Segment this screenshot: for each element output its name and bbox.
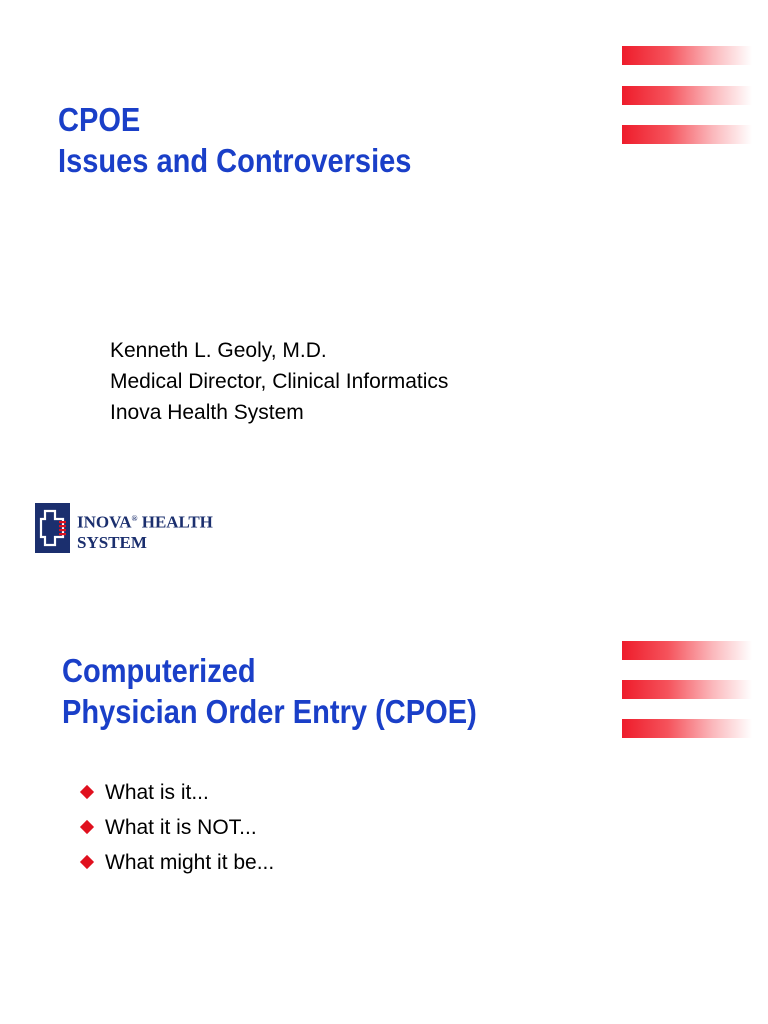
list-item [80,778,274,813]
slide-2 [0,512,768,1024]
logo-line-1: INOVA® HEALTH [77,512,213,532]
list-item [80,813,274,848]
red-stripe [622,46,752,65]
list-item [80,848,274,883]
author-organization: Inova Health System [110,401,304,424]
logo-line-2: SYSTEM [77,532,147,552]
red-stripe [622,680,752,699]
title-line: Physician Order Entry (CPOE) [62,693,477,730]
red-diamond-bullet-icon [80,785,94,799]
red-stripe [622,86,752,105]
author-name: Kenneth L. Geoly, M.D. [110,339,327,362]
title-line: CPOE [58,101,141,138]
bullet-text: What is it... [105,781,209,804]
red-stripe [622,125,752,144]
bullet-text: What might it be... [105,851,275,874]
bullet-list [80,778,274,883]
title-line: Issues and Controversies [58,142,412,179]
red-diamond-bullet-icon [80,855,94,869]
slide-2-title [62,650,477,732]
bullet-text: What it is NOT... [105,816,257,839]
author-role: Medical Director, Clinical Informatics [110,370,449,393]
title-line: Computerized [62,652,256,689]
slide-1-title [58,99,411,181]
red-stripe [622,719,752,738]
red-diamond-bullet-icon [80,820,94,834]
author-block [110,335,448,428]
red-stripe [622,641,752,660]
